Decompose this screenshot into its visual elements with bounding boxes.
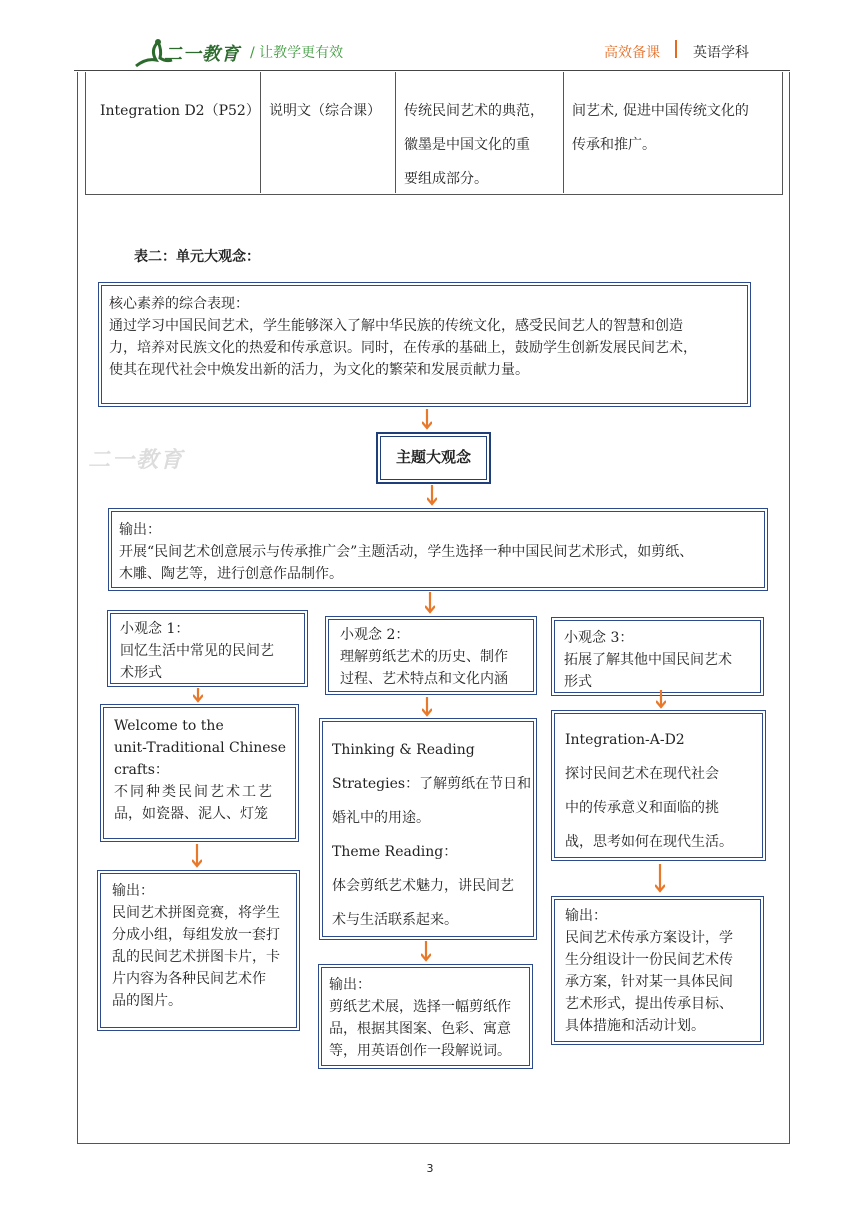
lesson-3-box: Integration-A-D2 探讨民间艺术在现代社会 中的传承意义和面临的挑 战，思考如何在现代生活。 [551, 710, 766, 861]
sub-concept-1-box: 小观念 1： 回忆生活中常见的民间艺 术形式 [107, 610, 308, 687]
sub-concept-3-box: 小观念 3： 拓展了解其他中国民间艺术 形式 [551, 617, 764, 696]
header-category: 高效备课 [604, 45, 660, 61]
main-output-box: 输出： 开展“民间艺术创意展示与传承推广会”主题活动，学生选择一种中国民间艺术形式，如剪纸、 木雕、陶艺等，进行创意作品制作。 [108, 508, 768, 591]
sub-concept-2-box: 小观念 2： 理解剪纸艺术的历史、制作 过程、艺术特点和文化内涵 [325, 616, 537, 695]
output-1-box: 输出： 民间艺术拼图竞赛，将学生 分成小组，每组发放一套打 乱的民间艺术拼图卡片，卡 片内容为各种民间艺术作 品的图片。 [97, 870, 300, 1031]
lesson-2-box: Thinking & Reading Strategies：了解剪纸在节日和 婚礼中的用途。 Theme Reading： 体会剪纸艺术魅力，讲民间艺 术与生活联系起来。 [319, 718, 537, 940]
slogan: / 让教学更有效 [250, 45, 344, 61]
watermark-text: 二一教育 [88, 448, 185, 473]
output-2-box: 输出： 剪纸艺术展，选择一幅剪纸作 品，根据其图案、色彩、寓意 等，用英语创作一段解说词。 [318, 964, 533, 1069]
page-number: 3 [426, 1162, 434, 1175]
section-title: 表二：单元大观念： [134, 249, 260, 265]
header-subject: 英语学科 [693, 45, 749, 61]
table-cell-content: 传统民间艺术的典范， 徽墨是中国文化的重 要组成部分。 [404, 103, 544, 187]
table-cell-type: 说明文（综合课） [269, 103, 381, 119]
theme-title: 主题大观念 [395, 448, 471, 466]
logo-text: 二一教育 [164, 44, 240, 65]
lesson-1-box: Welcome to the unit-Traditional Chinese crafts： 不同种类民间艺术工艺 品，如瓷器、泥人、灯笼 [100, 704, 299, 842]
table-cell-goal: 间艺术, 促进中国传统文化的 传承和推广。 [572, 103, 749, 153]
output-3-box: 输出： 民间艺术传承方案设计，学 生分组设计一份民间艺术传 承方案，针对某一具体民间 艺术形式，提出传承目标、 具体措施和活动计划。 [551, 896, 764, 1045]
table-cell-lesson: Integration D2（P52） [100, 103, 260, 119]
core-competency-box: 核心素养的综合表现： 通过学习中国民间艺术，学生能够深入了解中华民族的传统文化，感受民间艺人的智慧和创造 力，培养对民族文化的热爱和传承意识。同时，在传承的基础上，鼓励学生创新发展民间艺术， 使其在现代社会中焕发出新的活力，为文化的繁荣和发展贡献力量。 [98, 282, 751, 407]
